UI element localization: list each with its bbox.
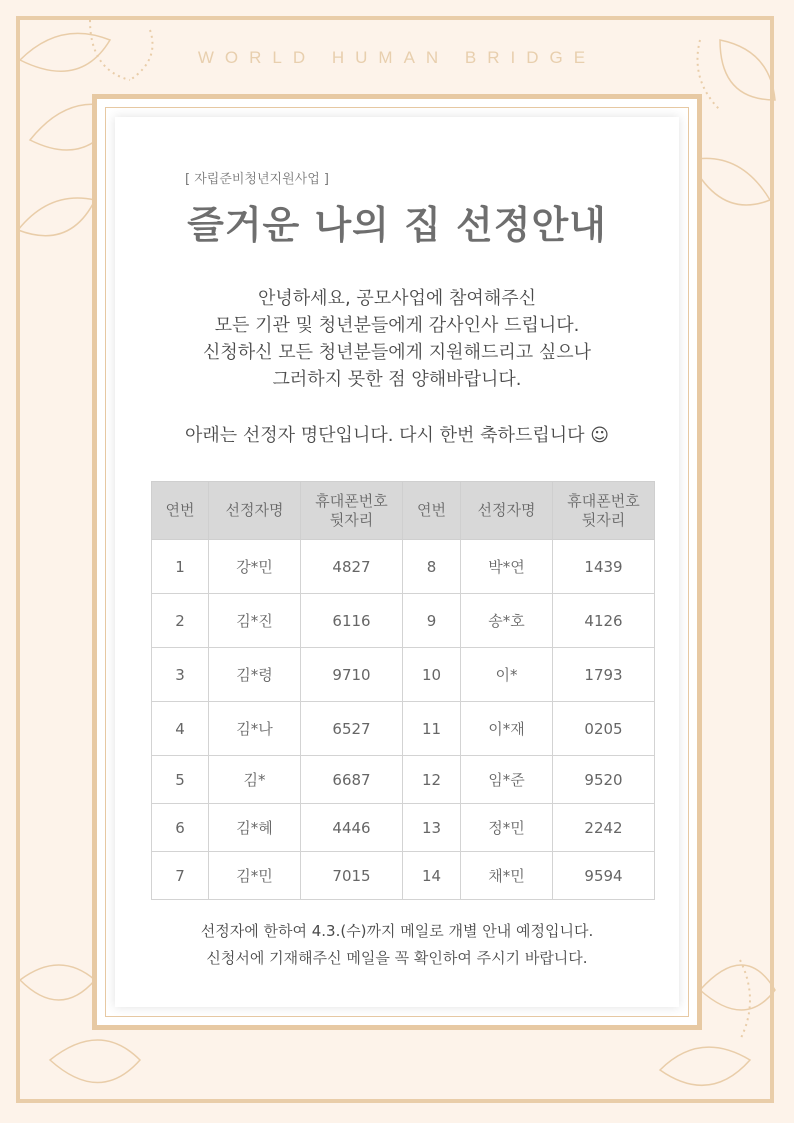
cell-phone: 0205 [553,702,655,756]
cell-phone: 9710 [301,648,403,702]
table-row [403,852,655,900]
table-row [403,804,655,852]
header-phone [301,482,403,540]
cell-no: 14 [403,852,461,900]
cell-phone: 1793 [553,648,655,702]
table-row [152,648,403,702]
header-name: 선정자명 [209,482,301,540]
table-row [152,804,403,852]
header-phone [553,482,655,540]
cell-phone: 6116 [301,594,403,648]
header-phone-line1: 휴대폰번호 [567,491,640,510]
cell-phone: 9594 [553,852,655,900]
selectee-table-left [151,481,403,900]
table-header-row [403,482,655,540]
cell-no: 6 [152,804,209,852]
cell-name: 임*준 [461,756,553,804]
cell-no: 12 [403,756,461,804]
cell-name: 정*민 [461,804,553,852]
footer-notice [0,918,794,972]
cell-no: 7 [152,852,209,900]
cell-phone: 6687 [301,756,403,804]
table-row [152,540,403,594]
table-row [403,648,655,702]
header-no: 연번 [152,482,209,540]
header-no: 연번 [403,482,461,540]
cell-name: 김*민 [209,852,301,900]
cell-name: 이*재 [461,702,553,756]
table-header-row [152,482,403,540]
selectee-table-right [402,481,655,900]
cell-phone: 6527 [301,702,403,756]
cell-phone: 7015 [301,852,403,900]
page-title: 즐거운 나의 집 선정안내 [187,203,607,247]
table-row [152,852,403,900]
cell-no: 1 [152,540,209,594]
table-row [152,702,403,756]
table-row [152,594,403,648]
footer-line: 선정자에 한하여 4.3.(수)까지 메일로 개별 안내 예정입니다. [200,922,594,940]
table-row [403,594,655,648]
cell-name: 김*나 [209,702,301,756]
cell-phone: 4827 [301,540,403,594]
cell-name: 박*연 [461,540,553,594]
cell-no: 2 [152,594,209,648]
greeting-line: 신청하신 모든 청년분들에게 지원해드리고 싶으나 [202,342,592,363]
cell-phone: 4126 [553,594,655,648]
cell-name: 김*진 [209,594,301,648]
table-row [403,540,655,594]
header-phone-line2: 뒷자리 [329,510,374,529]
cell-no: 3 [152,648,209,702]
header-phone-line1: 휴대폰번호 [315,491,388,510]
cell-phone: 2242 [553,804,655,852]
cell-no: 5 [152,756,209,804]
cell-no: 4 [152,702,209,756]
cell-name: 김* [209,756,301,804]
cell-name: 송*호 [461,594,553,648]
greeting-line: 모든 기관 및 청년분들에게 감사인사 드립니다. [214,315,580,336]
program-subtitle: [ 자립준비청년지원사업 ] [185,172,329,187]
cell-no: 9 [403,594,461,648]
brand-title: WORLD HUMAN BRIDGE [197,48,597,67]
cell-phone: 9520 [553,756,655,804]
cell-phone: 1439 [553,540,655,594]
cell-no: 13 [403,804,461,852]
greeting-text [0,285,794,393]
cell-no: 11 [403,702,461,756]
cell-name: 강*민 [209,540,301,594]
cell-name: 김*령 [209,648,301,702]
greeting-line: 그러하지 못한 점 양해바랍니다. [272,369,522,390]
header-name: 선정자명 [461,482,553,540]
table-row [403,702,655,756]
greeting-line: 안녕하세요, 공모사업에 참여해주신 [258,288,536,309]
table-row [152,756,403,804]
cell-name: 채*민 [461,852,553,900]
cell-phone: 4446 [301,804,403,852]
cell-name: 김*혜 [209,804,301,852]
cell-no: 10 [403,648,461,702]
header-phone-line2: 뒷자리 [581,510,626,529]
announcement-text: 아래는 선정자 명단입니다. 다시 한번 축하드립니다 ☺ [185,425,609,446]
cell-no: 8 [403,540,461,594]
table-row [403,756,655,804]
footer-line: 신청서에 기재해주신 메일을 꼭 확인하여 주시기 바랍니다. [206,949,588,967]
cell-name: 이* [461,648,553,702]
